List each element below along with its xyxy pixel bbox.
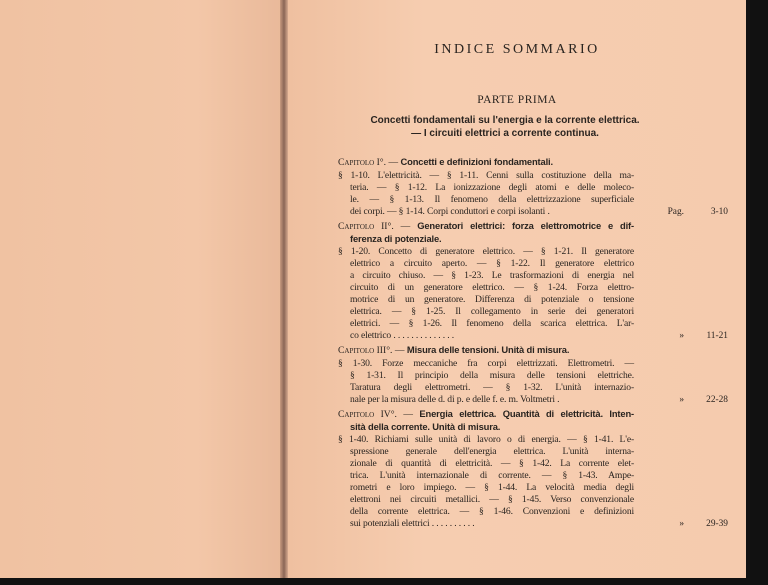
section-line: § 1-20. Concetto di generatore elettrico. — § 1-21. Il generatore [338, 246, 634, 257]
chapter-title: ferenza di potenziale. [350, 233, 442, 244]
chapter-heading-line [338, 421, 634, 433]
section-line: § 1-10. L'elettricità. — § 1-11. Cenni sulla costituzione della ma- [338, 170, 634, 181]
page-numbers: 3-10 [710, 207, 728, 217]
page-prefix: » [679, 331, 684, 341]
book-spine [280, 0, 288, 578]
chapter-sections [338, 246, 634, 342]
chapter-heading [338, 220, 634, 245]
chapter-heading-line [338, 408, 634, 421]
page-range [648, 394, 728, 406]
page-prefix: Pag. [667, 207, 684, 217]
section-line: della corrente elettrica. — § 1-46. Convenzioni e definizioni [350, 506, 634, 517]
part-heading: PARTE PRIMA [477, 94, 557, 106]
chapter-label: Capitolo II°. — [338, 221, 411, 232]
section-line: le. — § 1-13. Il fenomeno della elettrizzazione superficiale [350, 194, 634, 205]
subtitle-line: — I circuiti elettrici a corrente continua. [411, 127, 599, 139]
page-numbers: 22-28 [706, 395, 728, 405]
section-line: rometri e loro impiego. — § 1-44. La velocità media degli [350, 482, 634, 493]
page-prefix: » [679, 519, 684, 529]
chapter-title: Misura delle tensioni. Unità di misura. [406, 344, 570, 355]
left-page [0, 0, 282, 578]
chapter-sections [338, 170, 634, 218]
chapter-label: Capitolo I°. — [338, 157, 399, 168]
chapter-heading-line [338, 344, 634, 357]
section-line: dei corpi. — § 1-14. Corpi conduttori e corpi isolanti . [350, 206, 550, 217]
section-line: co elettrico . . . . . . . . . . . . . . [350, 330, 455, 341]
section-line: nale per la misura delle d. di p. e delle f. e. m. Voltmetri . [350, 394, 560, 405]
chapter-sections [338, 358, 634, 406]
chapter-label: Capitolo IV°. — [338, 409, 413, 420]
chapter-title: Concetti e definizioni fondamentali. [400, 156, 553, 167]
chapter-sections [338, 434, 634, 530]
chapter-heading [338, 408, 634, 433]
chapter-title: Generatori elettrici: forza elettromotrice e dif- [417, 220, 634, 231]
page-title: INDICE SOMMARIO [434, 42, 600, 57]
chapter-heading [338, 156, 634, 169]
chapter-heading-line [338, 233, 634, 245]
section-line: teria. — § 1-12. La ionizzazione degli atomi e delle moleco- [350, 182, 634, 193]
section-line: elettroni nei circuiti metallici. — § 1-45. Verso convenzionale [350, 494, 634, 505]
section-line: circuito di un generatore elettrico. — § 1-24. Forza elettro- [350, 282, 634, 293]
section-line: trica. L'unità internazionale di corrente. — § 1-43. Ampe- [350, 470, 634, 481]
page-numbers: 29-39 [706, 519, 728, 529]
subtitle-line: Concetti fondamentali su l'energia e la corrente elettrica. [370, 115, 640, 126]
chapter-label: Capitolo III°. — [338, 345, 405, 356]
section-line: motrice di un generatore. Differenza di potenziale o tensione [350, 294, 634, 305]
page-prefix: » [679, 395, 684, 405]
page-numbers: 11-21 [706, 331, 728, 341]
section-line: Taratura degli elettrometri. — § 1-32. L'unità internazio- [350, 382, 634, 393]
chapter-title: Energia elettrica. Quantità di elettricità. Inten- [419, 408, 634, 419]
page-range [648, 518, 728, 530]
part-subtitle [340, 115, 670, 140]
chapter-title: sità della corrente. Unità di misura. [350, 421, 501, 432]
section-line: zionale di quantità di elettricità. — § 1-42. La corrente elet- [350, 458, 634, 469]
section-line: a circuito chiuso. — § 1-23. Le trasformazioni di energia nel [350, 270, 634, 281]
chapter-heading-line [338, 220, 634, 233]
page-range [648, 330, 728, 342]
section-line: § 1-31. Il principio della misura delle tensioni elettriche. [350, 370, 634, 381]
section-line: § 1-30. Forze meccaniche fra corpi elettrizzati. Elettrometri. — [338, 358, 634, 369]
section-line: elettrico a circuito aperto. — § 1-22. Il generatore elettrico [350, 258, 634, 269]
section-line: spressione generale dell'energia elettrica. L'unità interna- [350, 446, 634, 457]
section-line: sui potenziali elettrici . . . . . . . . . . [350, 518, 475, 529]
section-line: elettrica. — § 1-25. Il collegamento in serie dei generatori [350, 306, 634, 317]
chapter-heading-line [338, 156, 634, 169]
chapter-heading [338, 344, 634, 357]
page-range [648, 206, 728, 218]
section-line: § 1-40. Richiami sulle unità di lavoro o di energia. — § 1-41. L'e- [338, 434, 634, 445]
section-line: elettrici. — § 1-26. Il fenomeno della scarica elettrica. L'ar- [350, 318, 634, 329]
